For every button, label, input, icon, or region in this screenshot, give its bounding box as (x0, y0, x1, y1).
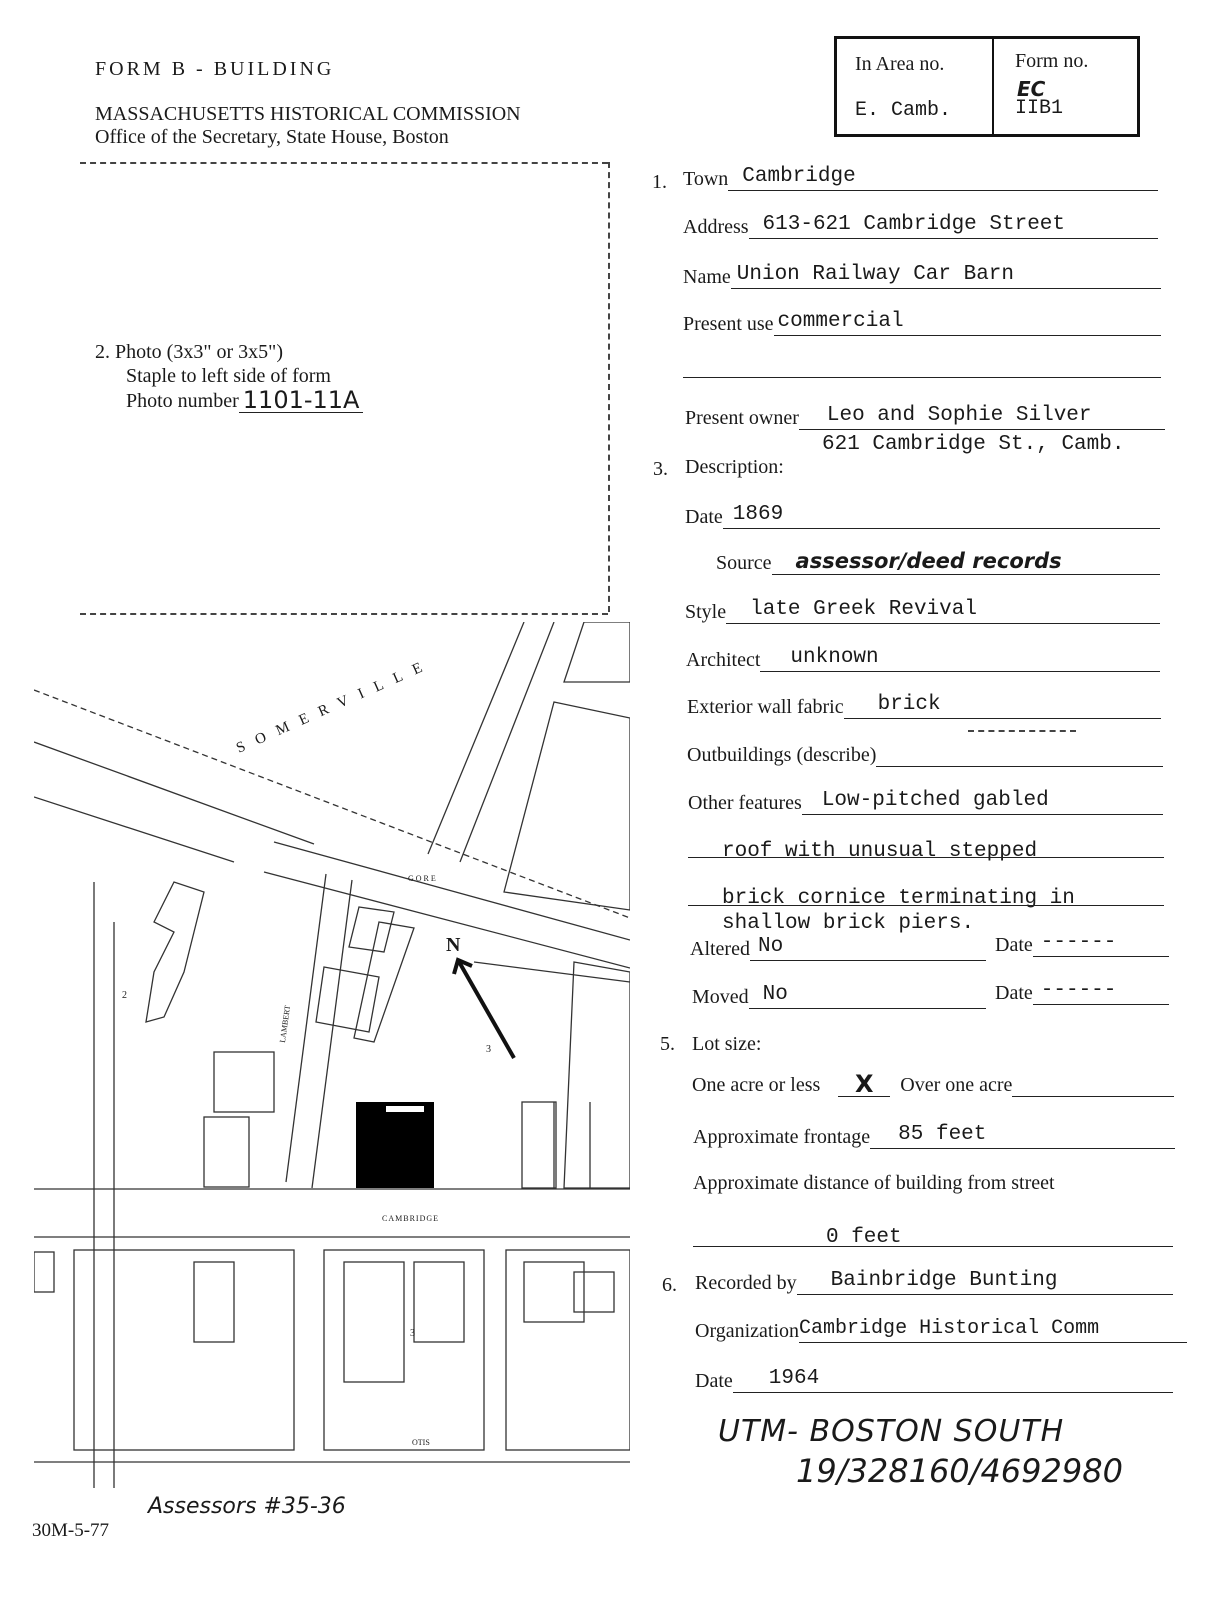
subject-building-label (386, 1106, 424, 1112)
map-gore-street-north (274, 842, 630, 940)
map-lot-number-3: 3 (486, 1044, 491, 1055)
assessors-map (34, 622, 630, 1488)
form-label: Form no. (1015, 50, 1089, 72)
office-address: Office of the Secretary, State House, Boston (95, 126, 449, 148)
source-field (716, 550, 1160, 575)
date-field (685, 504, 1160, 529)
present-owner-label: Present owner (685, 407, 799, 429)
area-box-divider (992, 39, 994, 134)
map-lambert-street-east (312, 880, 352, 1188)
wall-fabric-label: Exterior wall fabric (687, 696, 844, 718)
distance-line (693, 1246, 1173, 1247)
distance-value: 0 feet (826, 1226, 902, 1249)
other-features-rule-3 (688, 905, 1164, 906)
altered-label: Altered (690, 938, 750, 960)
present-use-field (683, 311, 1161, 336)
map-somerville-boundary (34, 690, 630, 918)
date-label: Date (685, 506, 723, 528)
name-field (683, 264, 1161, 289)
outbuildings-label: Outbuildings (describe) (687, 744, 877, 766)
wall-fabric-value: brick (844, 694, 1161, 719)
distance-label: Approximate distance of building from street (693, 1172, 1055, 1194)
source-value: assessor/deed records (772, 550, 1160, 575)
present-owner-value: Leo and Sophie Silver (799, 405, 1165, 430)
map-lot-number-3-south: 3 (410, 1328, 415, 1339)
present-use-extra-line (683, 377, 1161, 378)
photo-number-label: Photo number (126, 390, 239, 412)
map-label-gore: GORE (408, 874, 438, 883)
form-title: FORM B - BUILDING (95, 58, 335, 80)
section-3-number: 3. (653, 458, 668, 480)
address-label: Address (683, 216, 749, 238)
photo-number-field (126, 388, 363, 413)
assessors-note: Assessors #35-36 (148, 1494, 346, 1519)
frontage-label: Approximate frontage (693, 1126, 871, 1148)
moved-field (692, 984, 986, 1009)
map-south-building-5 (574, 1272, 614, 1312)
one-acre-checkbox[interactable]: X (838, 1072, 890, 1097)
style-label: Style (685, 601, 727, 623)
moved-value: No (749, 984, 986, 1009)
utm-line-2: 19/328160/4692980 (796, 1452, 1123, 1490)
town-value: Cambridge (728, 166, 1158, 191)
recorded-by-label: Recorded by (695, 1272, 797, 1294)
moved-label: Moved (692, 986, 749, 1008)
organization-label: Organization (695, 1320, 800, 1342)
map-building-angled (146, 882, 204, 1022)
outbuildings-field (687, 742, 1163, 767)
frontage-value: 85 feet (870, 1124, 1175, 1149)
other-features-field (688, 790, 1163, 815)
map-label-otis: OTIS (412, 1438, 430, 1447)
moved-date-value: ------ (1033, 980, 1169, 1005)
town-field (683, 166, 1158, 191)
photo-label: 2. Photo (3x3" or 3x5") (95, 341, 283, 363)
other-features-line-1: Low-pitched gabled (802, 790, 1163, 815)
map-label-cambridge: CAMBRIDGE (382, 1214, 440, 1223)
over-acre-label: Over one acre (900, 1074, 1013, 1096)
present-use-label: Present use (683, 313, 774, 335)
section-1-number: 1. (652, 171, 667, 193)
date-value: 1869 (723, 504, 1160, 529)
area-value: E. Camb. (855, 99, 952, 122)
map-building-7 (564, 962, 630, 1188)
moved-date-label: Date (995, 982, 1033, 1004)
map-north-letter: N (446, 934, 461, 956)
style-field (685, 599, 1160, 624)
other-features-line-4: shallow brick piers. (722, 912, 975, 935)
map-north-street-west (428, 622, 524, 854)
present-use-value: commercial (774, 311, 1161, 336)
photo-number-value: 1101-11A (239, 388, 364, 413)
subject-building (356, 1102, 434, 1188)
altered-date-label: Date (995, 934, 1033, 956)
name-label: Name (683, 266, 731, 288)
recorded-date-field (695, 1368, 1173, 1393)
organization-field (695, 1318, 1187, 1343)
form-value: IIB1 (1015, 97, 1064, 120)
recorded-date-value: 1964 (733, 1368, 1173, 1393)
description-label: Description: (685, 456, 784, 478)
other-features-line-3: brick cornice terminating in (722, 887, 1075, 910)
map-building-5 (354, 922, 414, 1042)
town-label: Town (683, 168, 729, 190)
map-label-somerville: SOMERVILLE (234, 655, 436, 757)
photo-staple-note: Staple to left side of form (126, 365, 331, 387)
address-value: 613-621 Cambridge Street (749, 214, 1158, 239)
section-5-number: 5. (660, 1033, 675, 1055)
map-label-lambert: LAMBERT (278, 1004, 293, 1044)
other-features-label: Other features (688, 792, 802, 814)
other-features-line-2: roof with unusual stepped (722, 840, 1038, 863)
architect-label: Architect (686, 649, 761, 671)
map-south-block-1 (74, 1250, 294, 1450)
photo-area-right-border (608, 162, 610, 612)
other-features-rule-2 (688, 857, 1164, 858)
map-somerville-edge-1 (34, 742, 314, 844)
map-building-6 (522, 1102, 556, 1188)
map-building-4 (316, 967, 379, 1032)
commission-name: MASSACHUSETTS HISTORICAL COMMISSION (95, 103, 521, 125)
over-acre-checkbox[interactable] (1012, 1076, 1174, 1097)
altered-value: No (750, 936, 986, 961)
owner-address: 621 Cambridge St., Camb. (822, 433, 1125, 456)
map-block-top-right (564, 622, 630, 682)
organization-value: Cambridge Historical Comm (799, 1318, 1187, 1343)
recorded-by-value: Bainbridge Bunting (797, 1270, 1173, 1295)
map-south-building-3 (414, 1262, 464, 1342)
frontage-field (693, 1124, 1175, 1149)
north-arrow (454, 960, 514, 1058)
style-value: late Greek Revival (726, 599, 1160, 624)
map-south-building-1 (194, 1262, 234, 1342)
altered-field (690, 936, 986, 961)
map-building-1 (214, 1052, 274, 1112)
altered-date-field (995, 932, 1169, 957)
recorded-date-label: Date (695, 1370, 733, 1392)
map-lambert-street-west (286, 874, 326, 1182)
map-building-2 (204, 1117, 249, 1187)
map-south-building-4 (524, 1262, 584, 1322)
altered-date-value: ------ (1033, 932, 1169, 957)
recorded-by-field (695, 1270, 1173, 1295)
map-edge-box (34, 1252, 54, 1292)
photo-area-bottom-border (80, 613, 608, 615)
section-6-number: 6. (662, 1274, 677, 1296)
form-code: 30M-5-77 (32, 1520, 110, 1541)
utm-line-1: UTM- BOSTON SOUTH (718, 1414, 1065, 1449)
map-drawing (34, 622, 630, 1488)
one-acre-label: One acre or less (692, 1074, 821, 1096)
area-box (834, 36, 1140, 137)
map-south-building-2 (344, 1262, 404, 1382)
photo-area-top-border (80, 162, 608, 164)
address-field (683, 214, 1158, 239)
area-label: In Area no. (855, 53, 945, 75)
map-lot-number-2: 2 (122, 990, 127, 1001)
present-owner-field (685, 405, 1165, 430)
architect-value: unknown (760, 647, 1160, 672)
wall-fabric-underline-mark (968, 730, 1076, 732)
source-label: Source (716, 552, 772, 574)
moved-date-field (995, 980, 1169, 1005)
form-value-handwritten: EC (1017, 77, 1046, 101)
map-somerville-edge-2 (34, 797, 234, 862)
lot-size-label: Lot size: (692, 1033, 762, 1055)
map-block-upper-right (504, 702, 630, 910)
map-building-3 (349, 907, 394, 952)
lot-size-options (692, 1072, 1174, 1097)
architect-field (686, 647, 1160, 672)
name-value: Union Railway Car Barn (731, 264, 1161, 289)
wall-fabric-field (687, 694, 1161, 719)
outbuildings-value (876, 742, 1163, 767)
